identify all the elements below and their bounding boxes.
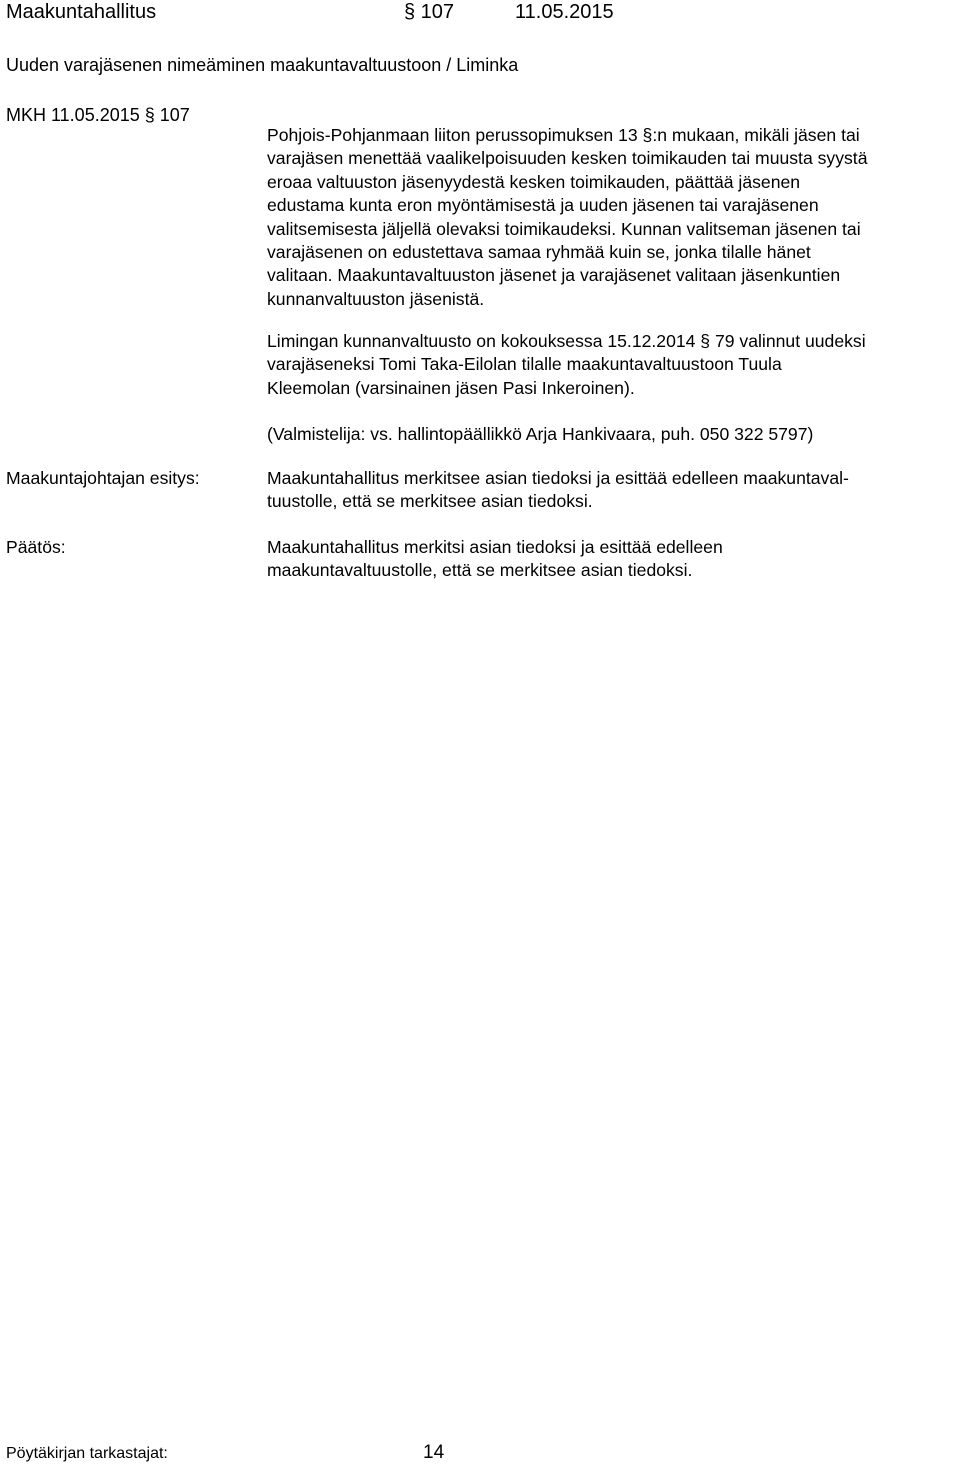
paragraph-line: varajäseneksi Tomi Taka-Eilolan tilalle maakuntavaltuustoon Tuula [267, 354, 782, 375]
paragraph-line: eroaa valtuuston jäsenyydestä kesken toimikauden, päättää jäsenen [267, 171, 801, 192]
paragraph-line: Pohjois-Pohjanmaan liiton perussopimuksen 13 §:n mukaan, mikäli jäsen tai [267, 125, 860, 145]
organization-name: Maakuntahallitus [6, 1, 157, 23]
proposal-line: Maakuntahallitus merkitsee asian tiedoksi ja esittää edelleen maakuntaval- [267, 468, 849, 488]
paragraph-line: valitaan. Maakuntavaltuuston jäsenet ja varajäsenet valitaan jäsenkuntien [267, 265, 841, 286]
paragraph-line: Limingan kunnanvaltuusto on kokouksessa 15.12.2014 § 79 valinnut uudeksi [267, 331, 866, 351]
decision-label: Päätös: [6, 537, 66, 557]
meeting-date: 11.05.2015 [515, 1, 614, 23]
footer-label: Pöytäkirjan tarkastajat: [6, 1445, 168, 1462]
paragraph-line: varajäsenen on edustettava samaa ryhmää kuin se, jonka tilalle hänet [267, 242, 811, 263]
paragraph-line: valitsemisesta jäljellä olevaksi toimikaudeksi. Kunnan valitseman jäsenen tai [267, 218, 861, 239]
preparer-line: (Valmistelija: vs. hallintopäällikkö Arja Hankivaara, puh. 050 322 5797) [267, 424, 814, 444]
decision-line: maakuntavaltuustolle, että se merkitsee asian tiedoksi. [267, 560, 693, 581]
proposal-text [267, 467, 957, 514]
paragraph-line: kunnanvaltuuston jäsenistä. [267, 288, 485, 309]
body-paragraph-2 [267, 330, 957, 400]
meeting-reference: MKH 11.05.2015 § 107 [6, 105, 190, 125]
page-number: 14 [423, 1442, 445, 1463]
paragraph-line: edustama kunta eron myöntämisestä ja uuden jäsenen tai varajäsenen [267, 195, 819, 216]
decision-text [267, 536, 957, 583]
document-subject: Uuden varajäsenen nimeäminen maakuntavaltuustoon / Liminka [6, 55, 519, 75]
decision-line: Maakuntahallitus merkitsi asian tiedoksi ja esittää edelleen [267, 537, 723, 557]
section-number: § 107 [404, 1, 455, 23]
paragraph-line: Kleemolan (varsinainen jäsen Pasi Inkeroinen). [267, 377, 635, 398]
paragraph-line: varajäsen menettää vaalikelpoisuuden kesken toimikauden tai muusta syystä [267, 148, 868, 169]
proposal-label: Maakuntajohtajan esitys: [6, 468, 200, 488]
body-paragraph-1 [267, 124, 957, 311]
proposal-line: tuustolle, että se merkitsee asian tiedoksi. [267, 491, 593, 512]
preparer-info [267, 423, 957, 446]
